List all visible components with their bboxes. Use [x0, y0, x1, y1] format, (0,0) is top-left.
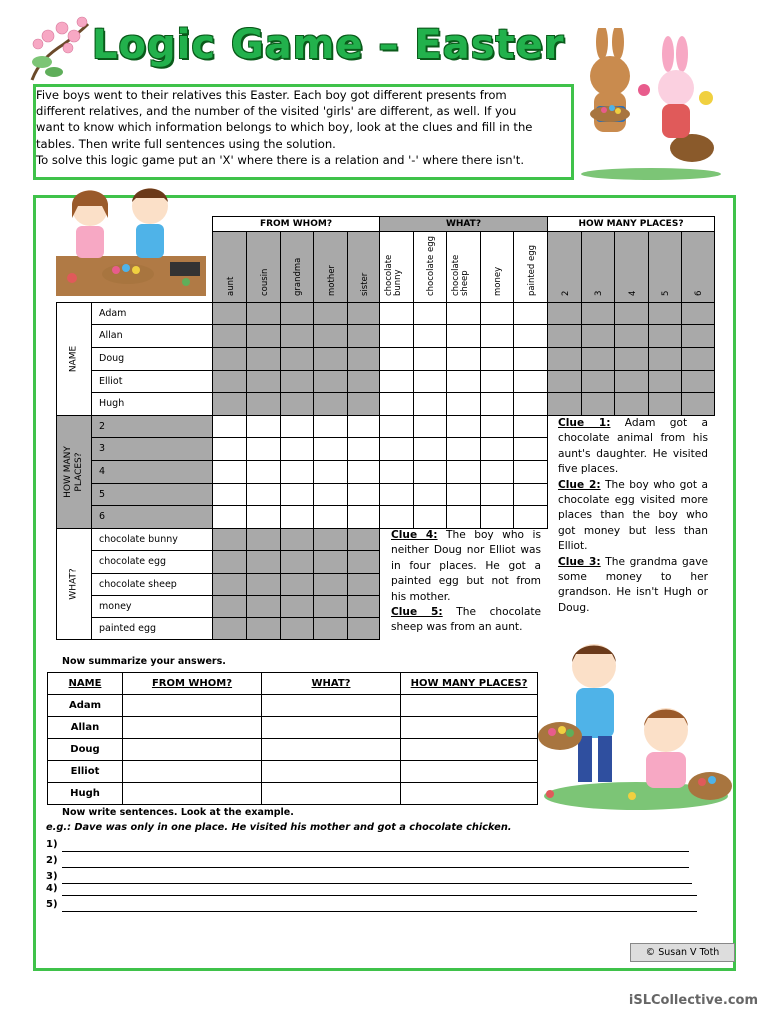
- grid-cell[interactable]: [513, 460, 548, 484]
- sentence-line-3[interactable]: [62, 883, 692, 884]
- children-egg-hunt-illustration: [538, 636, 734, 812]
- grid-cell[interactable]: [313, 550, 348, 574]
- column-cousin: [246, 231, 281, 303]
- column-label-text: chocolate sheep: [450, 254, 470, 296]
- grid-cell[interactable]: [246, 483, 281, 506]
- grid-cell[interactable]: [246, 528, 281, 551]
- grid-cell[interactable]: [347, 460, 380, 484]
- grid-cell[interactable]: [446, 437, 481, 461]
- grid-cell[interactable]: [246, 595, 281, 618]
- grid-cell[interactable]: [347, 483, 380, 506]
- grid-cell[interactable]: [480, 324, 514, 348]
- grid-cell[interactable]: [212, 415, 247, 438]
- column-label-text: chocolate egg: [426, 236, 436, 296]
- sentence-number: 5): [46, 899, 58, 910]
- group-label: NAME: [68, 345, 79, 373]
- grid-cell[interactable]: [513, 370, 548, 393]
- grid-cell[interactable]: [246, 617, 281, 640]
- sentence-line-5[interactable]: [62, 911, 697, 912]
- table-row: [48, 739, 538, 761]
- grid-cell[interactable]: [413, 483, 447, 506]
- grid-cell[interactable]: [513, 437, 548, 461]
- grid-cell[interactable]: [513, 324, 548, 348]
- grid-cell[interactable]: [446, 392, 481, 416]
- grid-cell[interactable]: [212, 550, 247, 574]
- grid-cell[interactable]: [246, 460, 281, 484]
- clue-text: The boy who is neither Doug nor Elliot was in four places. He got a painted egg but not from his mother.: [391, 529, 541, 603]
- grid-cell[interactable]: [246, 347, 281, 371]
- grid-cell[interactable]: [246, 415, 281, 438]
- clue-text: Adam got a chocolate animal from his aunt's daughter. He visited five places.: [558, 417, 708, 476]
- grid-cell[interactable]: [413, 324, 447, 348]
- sentence-number: 2): [46, 855, 58, 866]
- column-label: 2: [560, 290, 571, 296]
- grid-cell[interactable]: [614, 302, 649, 325]
- summary-name: Elliot: [48, 761, 123, 783]
- grid-cell[interactable]: [280, 595, 314, 618]
- page-title: Logic Game – Easter: [92, 22, 565, 68]
- clue-text: The chocolate sheep was from an aunt.: [391, 606, 542, 634]
- summary-answer-cell[interactable]: [401, 717, 538, 739]
- grid-cell[interactable]: [313, 483, 348, 506]
- sentence-number: 1): [46, 839, 58, 850]
- grid-cell[interactable]: [648, 324, 682, 348]
- intro-line: want to know which information belongs to which boy, look at the clues and fill in the: [36, 120, 533, 135]
- grid-cell[interactable]: [681, 302, 715, 325]
- grid-cell[interactable]: [347, 392, 380, 416]
- grid-cell[interactable]: [280, 460, 314, 484]
- summary-header-what: WHAT?: [262, 673, 401, 695]
- grid-cell[interactable]: [513, 415, 548, 438]
- column-5: [648, 231, 682, 303]
- grid-cell[interactable]: [446, 460, 481, 484]
- column-4: [614, 231, 649, 303]
- grid-cell[interactable]: [313, 347, 348, 371]
- group-label: [63, 442, 85, 502]
- grid-cell[interactable]: [313, 437, 348, 461]
- grid-cell[interactable]: [313, 415, 348, 438]
- grid-cell[interactable]: [347, 617, 380, 640]
- grid-cell[interactable]: [379, 437, 414, 461]
- column-label: money: [493, 266, 503, 296]
- grid-cell[interactable]: [313, 460, 348, 484]
- clue-label: Clue 4:: [391, 529, 438, 541]
- grid-cell[interactable]: [313, 573, 348, 596]
- grid-cell[interactable]: [648, 392, 682, 416]
- grid-cell[interactable]: [547, 324, 582, 348]
- summary-answer-cell[interactable]: [123, 739, 262, 761]
- row-label-4: 4: [91, 460, 213, 484]
- grid-cell[interactable]: [446, 324, 481, 348]
- grid-cell[interactable]: [681, 347, 715, 371]
- grid-cell[interactable]: [246, 392, 281, 416]
- column-chocolate-egg: [413, 231, 447, 303]
- summary-answer-cell[interactable]: [123, 783, 262, 805]
- grid-cell[interactable]: [413, 415, 447, 438]
- grid-cell[interactable]: [547, 347, 582, 371]
- summary-table: [47, 672, 538, 805]
- grid-cell[interactable]: [212, 505, 247, 529]
- grid-cell[interactable]: [280, 528, 314, 551]
- row-label-adam: Adam: [91, 302, 213, 325]
- grid-cell[interactable]: [379, 370, 414, 393]
- intro-line: different relatives, and the number of the visited 'girls' are different, as well. If you: [36, 104, 517, 119]
- grid-cell[interactable]: [246, 370, 281, 393]
- table-row: [48, 717, 538, 739]
- summary-name: Doug: [48, 739, 123, 761]
- grid-cell[interactable]: [212, 437, 247, 461]
- grid-cell[interactable]: [681, 370, 715, 393]
- grid-cell[interactable]: [212, 483, 247, 506]
- column-painted-egg: [513, 231, 548, 303]
- grid-cell[interactable]: [246, 437, 281, 461]
- site-watermark: iSLCollective.com: [628, 993, 758, 1008]
- summary-answer-cell[interactable]: [123, 717, 262, 739]
- group-how-many-places: [56, 415, 92, 529]
- clue-text: The grandma gave some money to her grandson. He isn't Hugh or Doug.: [558, 555, 708, 614]
- column-aunt: [212, 231, 247, 303]
- grid-cell[interactable]: [413, 505, 447, 529]
- clue-4: [391, 528, 541, 605]
- sentences-prompt: Now write sentences. Look at the example.: [62, 807, 294, 818]
- grid-cell[interactable]: [648, 302, 682, 325]
- grid-cell[interactable]: [313, 302, 348, 325]
- grid-cell[interactable]: [379, 505, 414, 529]
- column-label: aunt: [225, 276, 236, 296]
- column-label: [385, 232, 403, 296]
- column-3: [581, 231, 615, 303]
- grid-cell[interactable]: [513, 392, 548, 416]
- header-how-many-places: HOW MANY PLACES?: [547, 216, 715, 232]
- grid-cell[interactable]: [547, 302, 582, 325]
- grid-cell[interactable]: [280, 437, 314, 461]
- grid-cell[interactable]: [347, 415, 380, 438]
- column-6: [681, 231, 715, 303]
- summary-name: Allan: [48, 717, 123, 739]
- grid-cell[interactable]: [413, 392, 447, 416]
- row-label-chocolate-egg: chocolate egg: [91, 550, 213, 574]
- grid-cell[interactable]: [681, 324, 715, 348]
- grid-cell[interactable]: [480, 483, 514, 506]
- grid-cell[interactable]: [413, 302, 447, 325]
- column-label-text: chocolate bunny: [383, 254, 403, 296]
- grid-cell[interactable]: [581, 324, 615, 348]
- grid-cell[interactable]: [347, 505, 380, 529]
- sentence-line-2[interactable]: [62, 867, 689, 868]
- grid-cell[interactable]: [379, 415, 414, 438]
- grid-cell[interactable]: [347, 573, 380, 596]
- grid-cell[interactable]: [480, 415, 514, 438]
- grid-cell[interactable]: [280, 347, 314, 371]
- grid-cell[interactable]: [513, 302, 548, 325]
- summary-answer-cell[interactable]: [262, 717, 401, 739]
- grid-cell[interactable]: [246, 302, 281, 325]
- column-chocolate-sheep: [446, 231, 481, 303]
- grid-cell[interactable]: [581, 302, 615, 325]
- sentence-line-4[interactable]: [62, 895, 697, 896]
- grid-cell[interactable]: [480, 505, 514, 529]
- sentence-number: 4): [46, 883, 58, 894]
- copyright-label: © Susan V Toth: [630, 943, 735, 962]
- table-row: [48, 761, 538, 783]
- row-label-6: 6: [91, 505, 213, 529]
- grid-cell[interactable]: [313, 595, 348, 618]
- clue-5: [391, 605, 541, 636]
- clue-label: Clue 2:: [558, 478, 601, 491]
- column-label: 3: [594, 290, 604, 296]
- grid-cell[interactable]: [280, 415, 314, 438]
- column-label: grandma: [293, 257, 303, 296]
- grid-cell[interactable]: [581, 347, 615, 371]
- grid-cell[interactable]: [446, 505, 481, 529]
- grid-cell[interactable]: [212, 573, 247, 596]
- grid-cell[interactable]: [614, 347, 649, 371]
- grid-cell[interactable]: [547, 370, 582, 393]
- clue-label: Clue 1:: [558, 417, 611, 429]
- column-label: 5: [661, 290, 671, 296]
- grid-cell[interactable]: [347, 595, 380, 618]
- grid-cell[interactable]: [681, 392, 715, 416]
- grid-cell[interactable]: [446, 483, 481, 506]
- grid-cell[interactable]: [413, 370, 447, 393]
- summary-answer-cell[interactable]: [262, 739, 401, 761]
- column-label: [427, 232, 436, 296]
- summary-answer-cell[interactable]: [401, 761, 538, 783]
- grid-cell[interactable]: [480, 370, 514, 393]
- summary-answer-cell[interactable]: [123, 761, 262, 783]
- grid-cell[interactable]: [446, 415, 481, 438]
- summary-header-row: [48, 673, 538, 695]
- column-mother: [313, 231, 348, 303]
- row-label-elliot: Elliot: [91, 370, 213, 393]
- column-chocolate-bunny: [379, 231, 414, 303]
- column-grandma: [280, 231, 314, 303]
- grid-cell[interactable]: [347, 437, 380, 461]
- summary-header-how-many-places: HOW MANY PLACES?: [401, 673, 538, 695]
- grid-cell[interactable]: [280, 370, 314, 393]
- row-label-5: 5: [91, 483, 213, 506]
- column-label: mother: [326, 265, 337, 296]
- grid-cell[interactable]: [446, 347, 481, 371]
- grid-cell[interactable]: [513, 483, 548, 506]
- grid-cell[interactable]: [212, 392, 247, 416]
- column-label: sister: [359, 272, 370, 296]
- sentence-number: 3): [46, 871, 58, 882]
- grid-cell[interactable]: [212, 370, 247, 393]
- grid-cell[interactable]: [347, 324, 380, 348]
- grid-cell[interactable]: [480, 347, 514, 371]
- grid-cell[interactable]: [480, 460, 514, 484]
- column-label: painted egg: [526, 244, 537, 296]
- row-label-chocolate-sheep: chocolate sheep: [91, 573, 213, 596]
- clue-label: Clue 3:: [558, 555, 601, 568]
- grid-cell[interactable]: [347, 370, 380, 393]
- grid-cell[interactable]: [379, 347, 414, 371]
- grid-cell[interactable]: [379, 483, 414, 506]
- clue-4-5: [391, 528, 541, 636]
- grid-cell[interactable]: [313, 370, 348, 393]
- grid-cell[interactable]: [648, 370, 682, 393]
- grid-cell[interactable]: [379, 392, 414, 416]
- grid-cell[interactable]: [212, 302, 247, 325]
- row-label-3: 3: [91, 437, 213, 461]
- row-label-allan: Allan: [91, 324, 213, 348]
- grid-cell[interactable]: [480, 302, 514, 325]
- clue-1: [558, 416, 708, 478]
- grid-cell[interactable]: [480, 392, 514, 416]
- intro-line: Five boys went to their relatives this Easter. Each boy got different presents from: [36, 88, 507, 102]
- table-row: [48, 783, 538, 805]
- grid-cell[interactable]: [513, 347, 548, 371]
- easter-bunnies-illustration: [576, 28, 726, 180]
- grid-cell[interactable]: [313, 324, 348, 348]
- grid-cell[interactable]: [212, 460, 247, 484]
- summary-answer-cell[interactable]: [401, 695, 538, 717]
- grid-cell[interactable]: [347, 550, 380, 574]
- grid-cell[interactable]: [413, 347, 447, 371]
- summary-name: Adam: [48, 695, 123, 717]
- grid-cell[interactable]: [581, 392, 615, 416]
- summary-answer-cell[interactable]: [401, 739, 538, 761]
- summary-header-name: NAME: [48, 673, 123, 695]
- clue-label: Clue 5:: [391, 606, 443, 619]
- grid-cell[interactable]: [347, 347, 380, 371]
- row-label-money: money: [91, 595, 213, 618]
- grid-cell[interactable]: [212, 617, 247, 640]
- grid-cell[interactable]: [280, 573, 314, 596]
- intro-text: [36, 87, 566, 168]
- summary-header-from-whom: FROM WHOM?: [123, 673, 262, 695]
- header-from-whom: FROM WHOM?: [212, 216, 380, 232]
- grid-cell[interactable]: [614, 392, 649, 416]
- grid-cell[interactable]: [212, 347, 247, 371]
- summary-answer-cell[interactable]: [262, 783, 401, 805]
- clue-3: [558, 555, 708, 617]
- table-row: [48, 695, 538, 717]
- column-money: [480, 231, 514, 303]
- grid-cell[interactable]: [547, 392, 582, 416]
- grid-cell[interactable]: [648, 347, 682, 371]
- row-label-2: 2: [91, 415, 213, 438]
- grid-cell[interactable]: [280, 392, 314, 416]
- column-label: 4: [627, 290, 638, 296]
- grid-cell[interactable]: [246, 324, 281, 348]
- grid-cell[interactable]: [313, 617, 348, 640]
- column-sister: [347, 231, 380, 303]
- grid-cell[interactable]: [280, 550, 314, 574]
- grid-cell[interactable]: [246, 550, 281, 574]
- grid-cell[interactable]: [347, 302, 380, 325]
- column-2: [547, 231, 582, 303]
- grid-cell[interactable]: [347, 528, 380, 551]
- grid-cell[interactable]: [246, 505, 281, 529]
- row-label-painted-egg: painted egg: [91, 617, 213, 640]
- grid-cell[interactable]: [246, 573, 281, 596]
- grid-cell[interactable]: [212, 324, 247, 348]
- grid-cell[interactable]: [212, 528, 247, 551]
- grid-cell[interactable]: [446, 370, 481, 393]
- grid-cell[interactable]: [280, 483, 314, 506]
- column-label: 6: [694, 290, 704, 296]
- children-painting-eggs-illustration: [52, 178, 210, 302]
- grid-cell[interactable]: [614, 370, 649, 393]
- clue-1-2-3: [558, 416, 708, 616]
- grid-cell[interactable]: [280, 324, 314, 348]
- intro-line: tables. Then write full sentences using the solution.: [36, 136, 336, 151]
- example-sentence: e.g.: Dave was only in one place. He visited his mother and got a chocolate chicken.: [46, 822, 512, 833]
- grid-cell[interactable]: [280, 302, 314, 325]
- row-label-chocolate-bunny: chocolate bunny: [91, 528, 213, 551]
- grid-cell[interactable]: [413, 437, 447, 461]
- grid-cell[interactable]: [313, 528, 348, 551]
- grid-cell[interactable]: [581, 370, 615, 393]
- sentence-line-1[interactable]: [62, 851, 689, 852]
- grid-cell[interactable]: [379, 302, 414, 325]
- group-label: WHAT?: [68, 568, 79, 600]
- summary-prompt: Now summarize your answers.: [62, 656, 226, 667]
- group-name: [56, 302, 92, 416]
- column-label: [452, 232, 470, 296]
- grid-cell[interactable]: [313, 392, 348, 416]
- header-what: WHAT?: [379, 216, 548, 232]
- blossom-branch-illustration: [28, 14, 94, 84]
- intro-line: To solve this logic game put an 'X' where there is a relation and '-' where there isn't.: [36, 152, 525, 167]
- group-what: [56, 528, 92, 640]
- summary-answer-cell[interactable]: [262, 761, 401, 783]
- grid-cell[interactable]: [313, 505, 348, 529]
- row-label-hugh: Hugh: [91, 392, 213, 416]
- grid-cell[interactable]: [379, 324, 414, 348]
- row-label-doug: Doug: [91, 347, 213, 371]
- grid-cell[interactable]: [413, 460, 447, 484]
- column-label: cousin: [259, 268, 270, 296]
- group-label-text: HOW MANY PLACES?: [63, 446, 84, 498]
- grid-cell[interactable]: [379, 460, 414, 484]
- grid-cell[interactable]: [446, 302, 481, 325]
- grid-cell[interactable]: [480, 437, 514, 461]
- grid-cell[interactable]: [280, 617, 314, 640]
- clue-2: [558, 478, 708, 555]
- grid-cell[interactable]: [614, 324, 649, 348]
- summary-answer-cell[interactable]: [401, 783, 538, 805]
- grid-cell[interactable]: [280, 505, 314, 529]
- summary-name: Hugh: [48, 783, 123, 805]
- grid-cell[interactable]: [212, 595, 247, 618]
- summary-answer-cell[interactable]: [123, 695, 262, 717]
- clue-text: The boy who got a chocolate egg visited more places than the boy who got money but less than Elliot.: [558, 478, 708, 553]
- summary-answer-cell[interactable]: [262, 695, 401, 717]
- grid-cell[interactable]: [513, 505, 548, 529]
